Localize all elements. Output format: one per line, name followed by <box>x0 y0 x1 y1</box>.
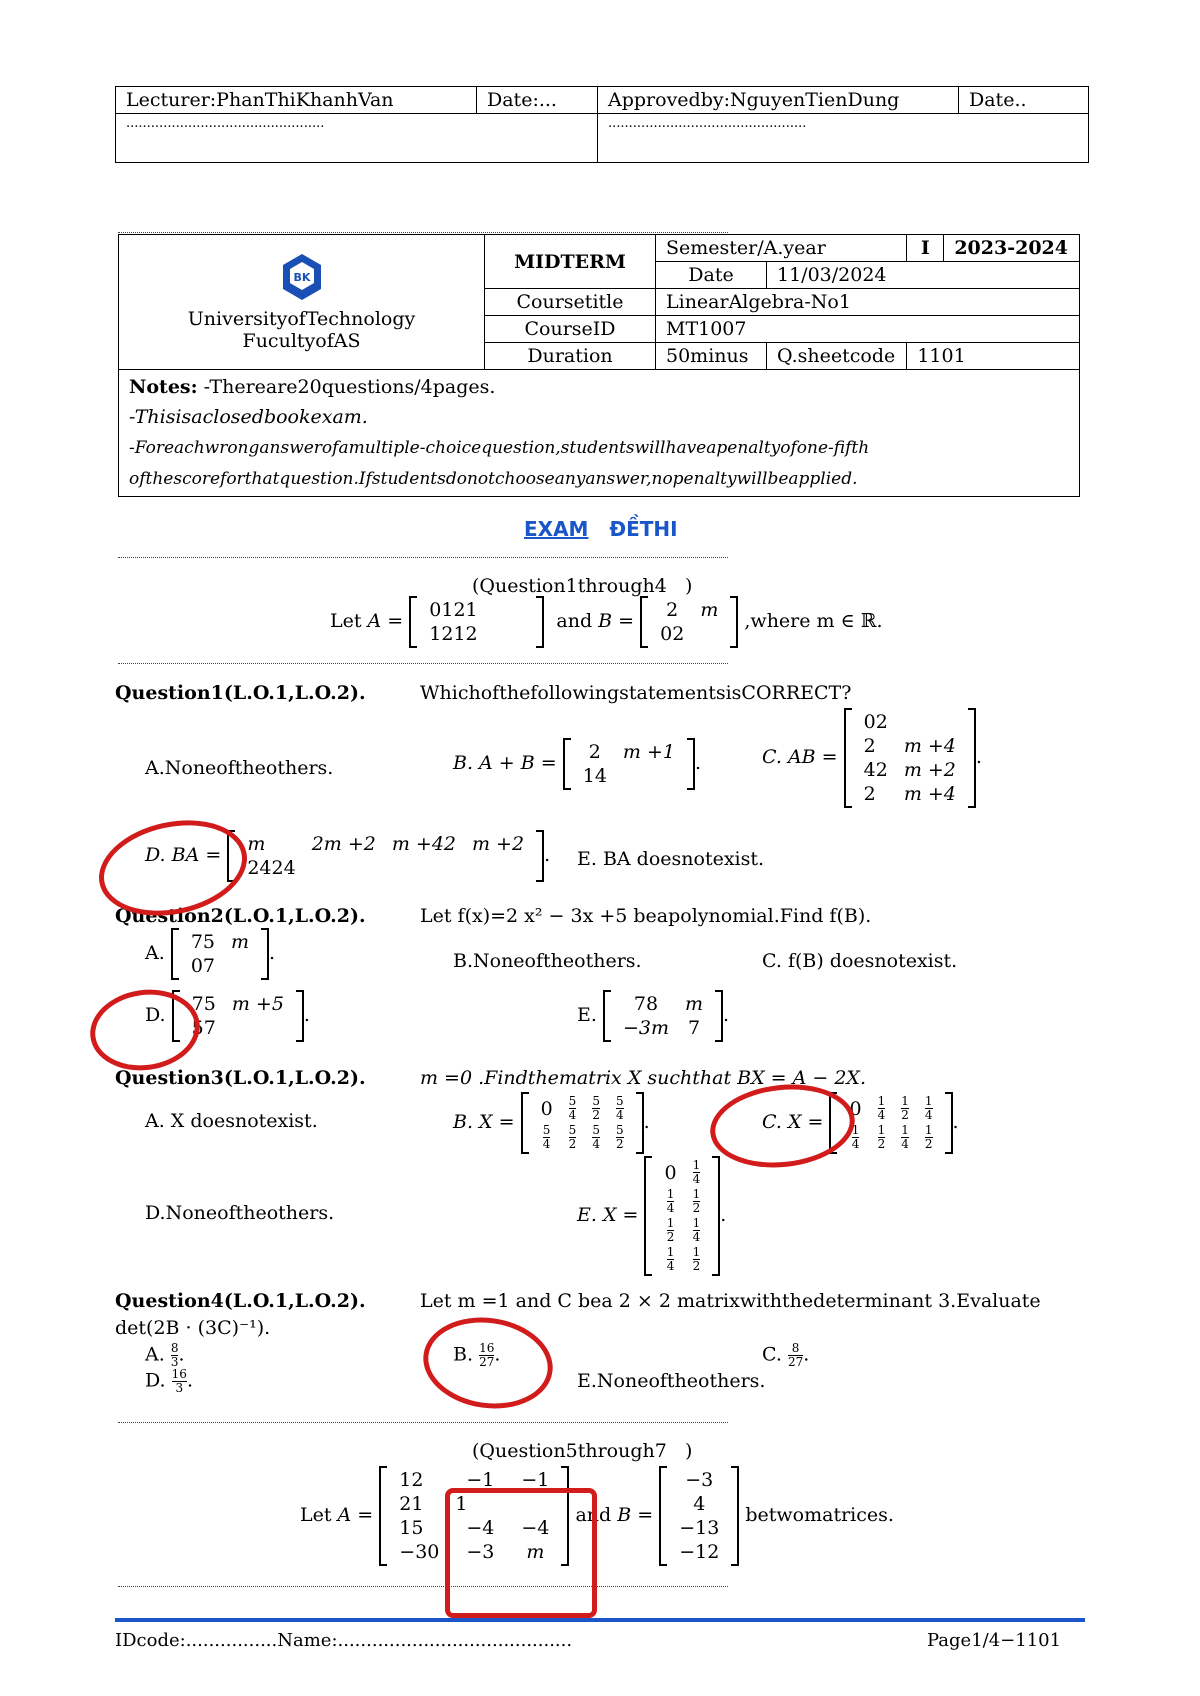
sig-right: ................................................ <box>598 114 1089 163</box>
q2-label: Question2(L.O.1,L.O.2). <box>115 905 366 927</box>
note-4: ofthescoreforthatquestion.Ifstudentsdonotchooseanyanswer,nopenaltywillbeapplied. <box>129 469 858 489</box>
course-title-label: Coursetitle <box>485 289 656 316</box>
q3-option-c[interactable]: C. X = 0 $\frac{1}{4}$ $\frac{1}{2}$ $\frac{1}{4}$ $\frac{1}{4}$ $\frac{1}{2}$ $\frac{1}{4}$ $\frac{1}{2}$ . <box>762 1092 959 1154</box>
footer-rule <box>115 1618 1085 1622</box>
exam-title <box>524 517 678 541</box>
footer-id: IDcode:................Name:......................................... <box>115 1630 573 1651</box>
group1-title: (Question1through4 ) <box>472 575 693 597</box>
approved-cell: Approvedby:NguyenTienDung <box>598 87 959 114</box>
faculty-name: FucultyofAS <box>242 330 361 352</box>
duration-label: Duration <box>485 343 656 370</box>
note-3: -Foreachwronganswerofamultiple-choicequestion,studentswillhaveapenaltyofone-fifth <box>129 438 870 458</box>
logo-icon <box>277 252 327 302</box>
mark-group2 <box>445 1488 597 1618</box>
note-1: -Thereare20questions/4pages. <box>203 376 496 398</box>
q3-option-a[interactable]: A. X doesnotexist. <box>145 1110 318 1132</box>
exam-title-vi: ĐỀTHI <box>609 517 678 541</box>
q3-text: m =0 .Findthematrix X suchthat BX = A − 2X. <box>420 1067 866 1089</box>
date2-cell: Date.. <box>959 87 1089 114</box>
notes-cell <box>119 370 1080 497</box>
q4-option-d[interactable]: D. $\frac{16}{3}$ . <box>145 1367 193 1395</box>
mark-q4-b <box>417 1309 558 1416</box>
group2-definition: Let A = 12 −1 −1 21 1 15 −4 −4 −30 −3 m and B = −3 4 −13 −12 betwomatrices. <box>300 1466 894 1566</box>
q3-label: Question3(L.O.1,L.O.2). <box>115 1067 366 1089</box>
matrix-B1: 2 m 02 <box>640 596 738 648</box>
svg-text:BK: BK <box>293 271 310 284</box>
q2-option-a[interactable]: A. 75 m 07 . <box>145 928 275 980</box>
sig-left: ................................................ <box>116 114 598 163</box>
university-name: UniversityofTechnology <box>187 308 416 330</box>
exam-title-en: EXAM <box>524 517 589 541</box>
lecturer-cell: Lecturer:PhanThiKhanhVan <box>116 87 477 114</box>
q4-label: Question4(L.O.1,L.O.2). <box>115 1290 366 1312</box>
course-title-value: LinearAlgebra-No1 <box>656 289 1080 316</box>
course-id-label: CourseID <box>485 316 656 343</box>
q4-option-a[interactable]: A. $\frac{8}{3}$ . <box>145 1341 185 1369</box>
q1-option-a[interactable]: A.Noneoftheothers. <box>145 757 334 779</box>
q3-option-e[interactable]: E. X = 0 $\frac{1}{4}$ $\frac{1}{4}$ $\frac{1}{2}$ $\frac{1}{2}$ $\frac{1}{4}$ $\frac{1}{4}$ $\frac{1}{2}$ . <box>577 1156 726 1276</box>
date-value: 11/03/2024 <box>767 262 1080 289</box>
university-cell <box>119 235 485 370</box>
q4-text: Let m =1 and C bea 2 × 2 matrixwiththedeterminant 3.Evaluate <box>420 1290 1041 1312</box>
q2-text: Let f(x)=2 x² − 3x +5 beapolynomial.Find f(B). <box>420 905 872 927</box>
course-info-table <box>118 234 1080 497</box>
semester-value: I <box>907 235 944 262</box>
q2-option-c[interactable]: C. f(B) doesnotexist. <box>762 950 958 972</box>
q1-option-c[interactable]: C. AB = 02 2 m +4 42 m +2 2 m +4 . <box>762 708 982 808</box>
sheet-label: Q.sheetcode <box>767 343 907 370</box>
notes-label: Notes: <box>129 376 198 398</box>
approval-table <box>115 86 1089 163</box>
year-value: 2023-2024 <box>944 235 1080 262</box>
group2-title: (Question5through7 ) <box>472 1440 693 1462</box>
matrix-B2: −3 4 −13 −12 <box>659 1466 739 1566</box>
q2-option-e[interactable]: E. 78 m −3m 7 . <box>577 990 729 1042</box>
q4-option-b[interactable]: B. $\frac{16}{27}$ . <box>453 1341 501 1369</box>
q1-option-b[interactable]: B. A + B = 2 m +1 14 . <box>453 738 701 790</box>
q1-text: WhichofthefollowingstatementsisCORRECT? <box>420 682 852 704</box>
q4-option-c[interactable]: C. $\frac{8}{27}$ . <box>762 1341 810 1369</box>
q2-option-b[interactable]: B.Noneoftheothers. <box>453 950 642 972</box>
university-logo <box>277 252 327 302</box>
q3-option-d[interactable]: D.Noneoftheothers. <box>145 1202 335 1224</box>
q4-text2: det(2B · (3C)⁻¹). <box>115 1317 271 1339</box>
q1-option-e[interactable]: E. BA doesnotexist. <box>577 848 765 870</box>
sheet-value: 1101 <box>907 343 1080 370</box>
duration-value: 50minus <box>656 343 767 370</box>
midterm-label: MIDTERM <box>485 235 656 289</box>
q3-option-b[interactable]: B. X = 0 $\frac{5}{4}$ $\frac{5}{2}$ $\frac{5}{4}$ $\frac{5}{4}$ $\frac{5}{2}$ $\frac{5}{4}$ $\frac{5}{2}$ . <box>453 1092 650 1154</box>
q2-option-d[interactable]: D. 75 m +5 57 . <box>145 990 310 1042</box>
q1-option-d[interactable]: D. BA = m 2m +2 m +42 m +2 2424 . <box>145 830 550 882</box>
q4-option-e[interactable]: E.Noneoftheothers. <box>577 1370 766 1392</box>
date1-cell: Date:... <box>477 87 598 114</box>
note-2: -Thisisaclosedbookexam. <box>129 406 368 428</box>
footer-page: Page1/4−1101 <box>927 1630 1062 1651</box>
date-label: Date <box>656 262 767 289</box>
semester-label: Semester/A.year <box>656 235 907 262</box>
group1-definition: Let A = 0121 1212 and B = 2 m 02 ,where m ∈ ℝ. <box>330 596 883 648</box>
matrix-A1: 0121 1212 <box>409 596 544 648</box>
q1-label: Question1(L.O.1,L.O.2). <box>115 682 366 704</box>
course-id-value: MT1007 <box>656 316 1080 343</box>
matrix-A2: 12 −1 −1 21 1 15 −4 −4 −30 −3 m <box>379 1466 569 1566</box>
